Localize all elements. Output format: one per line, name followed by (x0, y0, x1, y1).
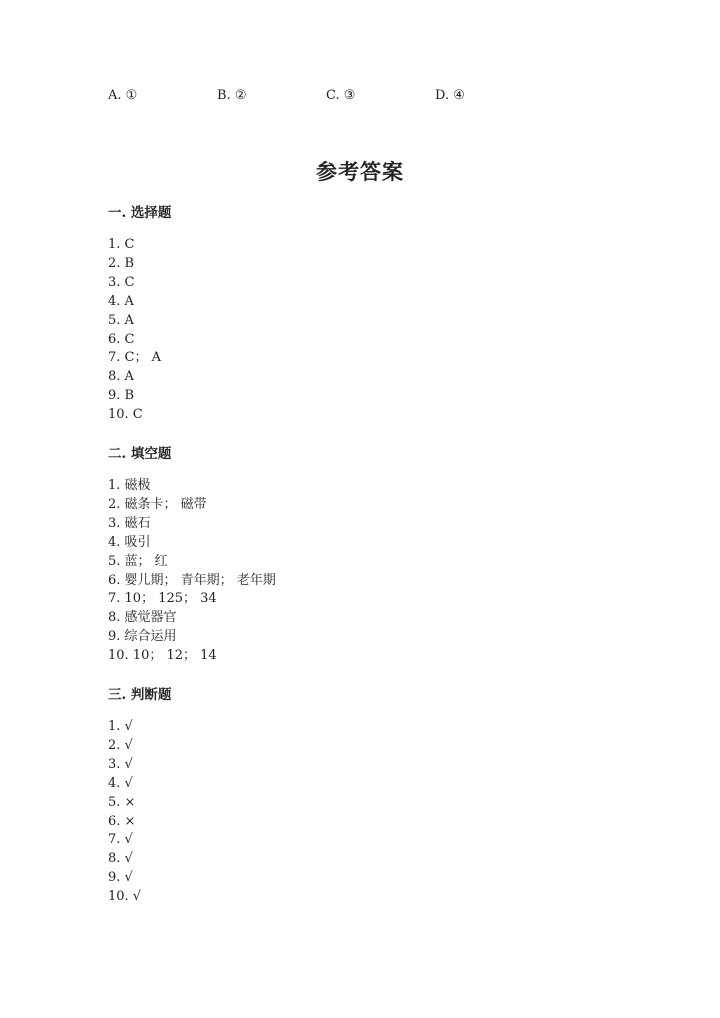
answer-item: 4. A (108, 293, 134, 309)
answer-list-choice (108, 236, 161, 425)
answer-item: 3. C (108, 274, 135, 290)
answer-item: 10. √ (108, 889, 142, 905)
option-b: B. ② (217, 88, 247, 103)
answer-list-fill-blank (108, 477, 276, 666)
answer-item: 9. B (108, 388, 135, 404)
answer-item: 7. C； A (108, 350, 162, 366)
answer-item: 10. 10； 12； 14 (108, 648, 217, 664)
answer-item: 2. 磁条卡； 磁带 (108, 496, 207, 512)
answer-item: 6. × (108, 813, 136, 829)
answer-item: 3. 磁石 (108, 515, 151, 531)
answer-item: 5. 蓝； 红 (108, 553, 168, 569)
answer-list-true-false (108, 718, 141, 907)
answer-key-title: 参考答案 (316, 159, 404, 184)
answer-item: 2. B (108, 255, 135, 271)
answer-item: 4. √ (108, 775, 133, 791)
answer-item: 1. √ (108, 719, 133, 734)
choice-options-row (108, 88, 608, 108)
option-a: A. ① (108, 88, 138, 103)
answer-item: 4. 吸引 (108, 534, 151, 550)
answer-item: 7. √ (108, 832, 133, 848)
answer-item: 5. × (108, 794, 136, 810)
answer-item: 1. C (108, 237, 135, 252)
answer-item: 6. C (108, 331, 135, 347)
option-c: C. ③ (326, 88, 356, 103)
answer-item: 3. √ (108, 756, 133, 772)
answer-item: 1. 磁极 (108, 478, 151, 493)
section-heading-choice: 一. 选择题 (108, 205, 172, 221)
answer-item: 9. 综合运用 (108, 629, 177, 645)
answer-item: 8. 感觉器官 (108, 610, 177, 626)
section-heading-true-false: 三. 判断题 (108, 687, 172, 703)
answer-item: 7. 10； 125； 34 (108, 591, 217, 607)
answer-item: 2. √ (108, 737, 133, 753)
answer-item: 10. C (108, 407, 143, 423)
answer-item: 8. √ (108, 851, 133, 867)
answer-item: 8. A (108, 369, 134, 385)
option-d: D. ④ (435, 88, 465, 103)
answer-item: 6. 婴儿期； 青年期； 老年期 (108, 572, 276, 588)
answer-item: 5. A (108, 312, 134, 328)
section-heading-fill-blank: 二. 填空题 (108, 446, 172, 462)
answer-item: 9. √ (108, 870, 133, 886)
